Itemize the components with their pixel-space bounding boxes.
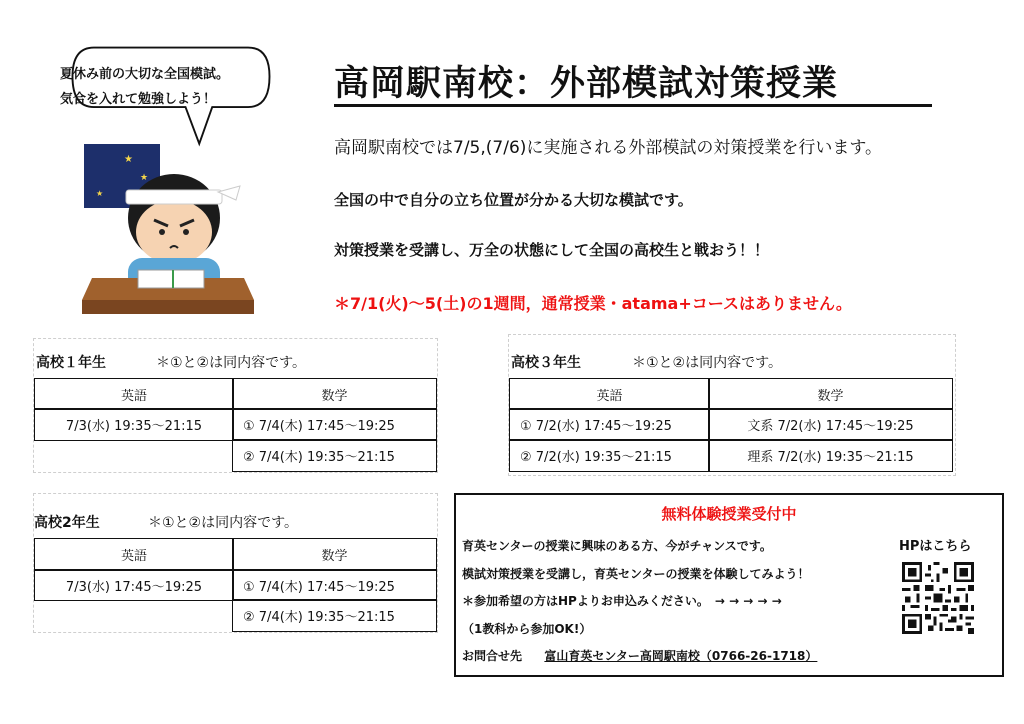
grade1-title: 高校１年生 <box>36 355 106 371</box>
bubble-line-1: 夏休み前の大切な全国模試。 <box>60 67 230 82</box>
svg-text:★: ★ <box>140 173 149 183</box>
hp-label: HPはこちら <box>899 539 972 554</box>
grade1-head-math: 数学 <box>232 378 437 410</box>
contact-value: 富山育英センター高岡駅南校（0766-26-1718） <box>544 649 818 663</box>
grade2-math-slot-1: ① 7/4(木) 17:45～19:25 <box>232 569 437 601</box>
grade2-head-math: 数学 <box>232 538 437 571</box>
svg-text:★: ★ <box>124 154 133 165</box>
contact-row <box>462 647 817 664</box>
grade3-title: 高校３年生 <box>511 355 581 371</box>
grade3-head-english: 英語 <box>509 378 710 410</box>
grade1-note: ＊①と②は同内容です。 <box>156 355 306 371</box>
encourage-text: 対策授業を受講し、万全の状態にして全国の高校生と戦おう！！ <box>334 241 770 259</box>
grade3-head-math: 数学 <box>708 378 953 410</box>
info-line-2: 模試対策授業を受講し，育英センターの授業を体験してみよう！ <box>462 567 810 581</box>
grade2-note: ＊①と②は同内容です。 <box>148 515 298 531</box>
title-underline <box>334 104 932 107</box>
grade1-head-english: 英語 <box>34 378 234 410</box>
grade3-math-slot-2: 理系 7/2(水) 19:35～21:15 <box>708 439 953 472</box>
contact-label: お問合せ先 <box>462 649 523 663</box>
notice-text: ＊7/1(火)～5(土)の1週間，通常授業・atama+コースはありません。 <box>334 294 852 313</box>
grade1-english-slot: 7/3(水) 19:35～21:15 <box>34 408 234 441</box>
free-trial-heading: 無料体験授業受付中 <box>661 505 797 523</box>
page-title: 高岡駅南校：外部模試対策授業 <box>334 64 839 104</box>
importance-text: 全国の中で自分の立ち位置が分かる大切な模試です。 <box>334 191 693 209</box>
qr-code-icon[interactable] <box>902 562 974 634</box>
svg-text:★: ★ <box>96 189 104 198</box>
grade2-title: 高校2年生 <box>34 515 100 531</box>
grade2-head-english: 英語 <box>34 538 234 571</box>
intro-text: 高岡駅南校では7/5,(7/6)に実施される外部模試の対策授業を行います。 <box>334 138 883 158</box>
bubble-line-2: 気合を入れて勉強しよう！ <box>60 92 217 107</box>
grade1-math-slot-2: ② 7/4(木) 19:35～21:15 <box>232 439 437 472</box>
grade3-math-slot-1: 文系 7/2(水) 17:45～19:25 <box>708 408 953 441</box>
grade3-note: ＊①と②は同内容です。 <box>632 355 782 371</box>
info-line-4: （1教科から参加OK!） <box>462 622 592 636</box>
studying-student-illustration <box>78 140 258 325</box>
grade3-english-slot-1: ① 7/2(水) 17:45～19:25 <box>509 408 710 441</box>
grade2-english-slot: 7/3(水) 17:45～19:25 <box>34 569 234 601</box>
grade1-math-slot-1: ① 7/4(木) 17:45～19:25 <box>232 408 437 441</box>
grade2-math-slot-2: ② 7/4(木) 19:35～21:15 <box>232 599 437 632</box>
info-line-3: ＊参加希望の方はHPよりお申込みください。 → → → → → <box>462 594 782 608</box>
bubble-text <box>60 62 229 112</box>
info-line-1: 育英センターの授業に興味のある方、今がチャンスです。 <box>462 539 772 553</box>
grade3-english-slot-2: ② 7/2(水) 19:35～21:15 <box>509 439 710 472</box>
